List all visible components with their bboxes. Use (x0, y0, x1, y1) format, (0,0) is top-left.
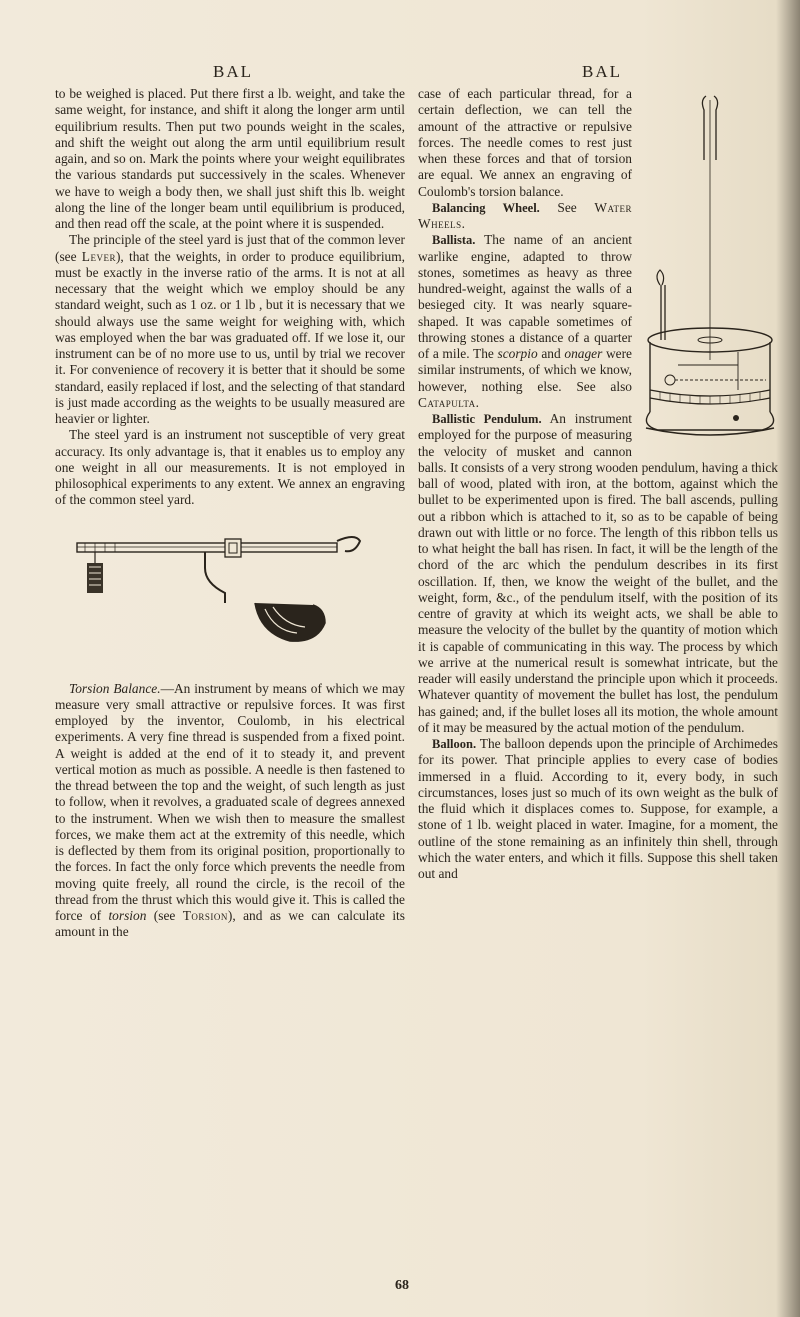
balloon-entry: Balloon. The balloon depends upon the principle of Archimedes for its power. That principle applies to every case of bodies immersed in a fluid. According to it, every body, in such circumstances, loses just so much of its own weight as the bulk of the fluid which it displaces comes to. Suppose, for example, a stone of 1 lb. weight placed in water. Imagine, for a moment, the outline of the stone remaining as an infinitely thin shell, through which the water enters, and which it fills. Suppose this shell taken out and (418, 736, 778, 881)
ballista-entry: Ballista. The name of an ancient warlike engine, adapted to throw stones, sometimes as heavy as three hundred-weight, against the walls of a besieged city. It was nearly square-shaped. It was capable sometimes of throwing stones a distance of a quarter of a mile. The scorpio and onager were similar instruments, of which we know, however, nothing else. See also Catapulta. (418, 232, 632, 410)
running-header-right: BAL (582, 62, 622, 81)
steelyard-paragraph-1: to be weighed is placed. Put there first a lb. weight, and take the same weight, for instance, and shift it along the longer arm until equilibrium results. Then put two pounds weight in the scales, and shift the weight out along the arm until equilibrium result again, and so on. Mark the points where your weight equilibrates the various standards put successively in the scales. Whenever we have to weigh a body then, we shall just shift this lb. weight along the line of the longer beam until equilibrium is produced, and then read off the scale, at the point where it is suspended. (55, 86, 405, 231)
entry-balloon: Balloon. (432, 737, 477, 751)
balancing-wheel-entry: Balancing Wheel. See Water Wheels. (418, 199, 632, 231)
entry-ballista: Ballista. (432, 233, 476, 248)
entry-ballistic-pendulum: Ballistic Pendulum. (432, 412, 542, 426)
torsion-continued-paragraph: case of each particular thread, for a certain deflection, we can tell the amount of the attractive or repulsive forces. The needle comes to rest just when these forces and that of torsion are equal. We annex an engraving of Coulomb's torsion balance. (418, 86, 632, 199)
steelyard-engraving (55, 523, 405, 673)
steelyard-paragraph-2: The principle of the steel yard is just that of the common lever (see Lever), that the weights, in order to produce equilibrium, must be exactly in the inverse ratio of the arms. It is not at all necessary that the weight which we employ should be any standard weight, such as 1 oz. or 1 lb , but it is necessary that we should always use the same weight for weighing with, which was employed when the bar was graduated off. If we lose it, our instrument can be of no more use to us, until by trial we recover it. For convenience of recovery it is better that it should be some standard, easily replaced if lost, and the selecting of that standard is just made according as the weights to be usually measured are heavier or lighter. (55, 232, 405, 426)
page-number: 68 (395, 1278, 409, 1293)
running-header-left: BAL (213, 62, 253, 81)
right-column (418, 86, 778, 882)
cross-ref-water-wheels: Water Wheels (418, 199, 632, 231)
cross-ref-lever: Lever (81, 248, 116, 264)
entry-torsion-balance: Torsion Balance. (69, 680, 161, 696)
left-column (55, 86, 405, 941)
entry-balancing-wheel: Balancing Wheel. (432, 200, 540, 215)
torsion-balance-engraving (638, 90, 778, 445)
cross-ref-torsion: Torsion (182, 908, 228, 923)
ballistic-pendulum-entry: Ballistic Pendulum. An instrument employed for the purpose of measuring the velocity of musket and cannon balls. It consists of a very strong wooden pendulum, having a thick ball of wood, plated with iron, at the bottom, against which the bullet to be experimented upon is fired. The ball ascends, pulling out a ribbon which is attached to it, so as to be capable of being drawn out with little or no force. The length of this ribbon tells us to what height the ball has risen. In fact, it will be the length of the chord of the arc which the pendulum describes in its first oscillation. If, then, we know the weight of the bullet, and the weight, form, &c., of the pendulum itself, with the position of its centre of gravity at which its weight acts, we shall be able to measure the velocity of the bullet by the quantity of motion which it is capable of communicating in this way. The process by which we arrive at the numerical result is somewhat intricate, but the reader will easily understand the principle upon which it proceeds. Whatever quantity of movement the bullet has lost, the pendulum has gained; and, if the bullet loses all its motion, the whole amount of it may be measured by the actual motion of the pendulum. (418, 411, 778, 735)
cross-ref-catapulta: Catapulta (418, 394, 476, 410)
torsion-balance-paragraph: Torsion Balance.—An instrument by means of which we may measure very small attractive or repulsive forces. It was first employed by the inventor, Coulomb, in his electrical experiments. A very fine thread is suspended from a fixed point. A weight is added at the end of it to steady it, and prevent vertical motion as much as possible. A needle is then fastened to the thread between the top and the weight, of such length as just to follow, when it revolves, a graduated scale of degrees annexed to the instrument. When we wish then to measure the smallest forces, we make them act at the extremity of this needle, which is deflected by them from its original position, proportionally to the forces. In fact the only force which prevents the needle from moving quite freely, all round the circle, is the recoil of the thread from the thrust which this would give it. This is called the force of torsion (see Torsion), and as we can calculate its amount in the (55, 680, 405, 940)
steelyard-paragraph-3: The steel yard is an instrument not susceptible of very great accuracy. Its only advantage is, that it enables us to employ any one weight in all our measurements. It is not employed in philosophical experiments to any extent. We annex an engraving of the common steel yard. (55, 427, 405, 508)
